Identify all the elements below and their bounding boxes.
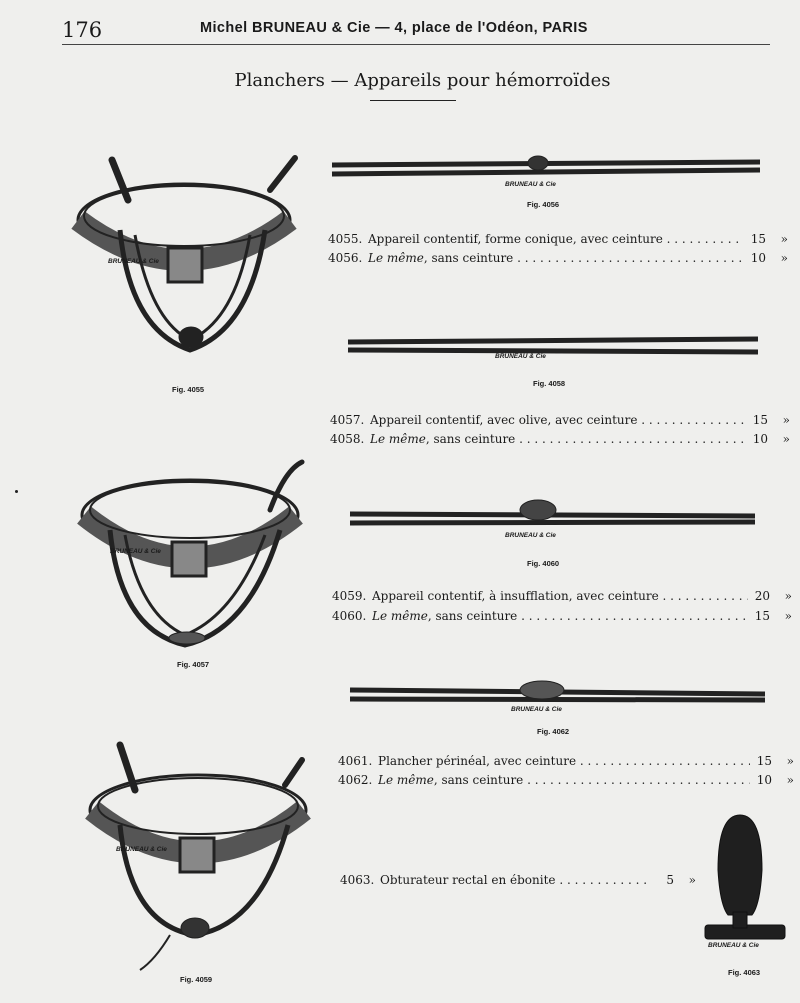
page-number: 176	[62, 18, 103, 42]
belt-4055-stamp: BRUNEAU & Cie	[108, 258, 159, 265]
item-unit: »	[782, 432, 790, 446]
item-number: 4062.	[338, 773, 373, 787]
item-number: 4060.	[332, 609, 367, 623]
item-description: Le même, sans ceinture . . .	[368, 251, 744, 265]
item-row-4062	[338, 773, 794, 787]
item-description: Le même, sans ceinture . . .	[372, 609, 748, 623]
item-price: 10	[752, 432, 768, 446]
item-row-4058	[330, 432, 790, 446]
item-price: 20	[754, 589, 770, 603]
item-description: Plancher périnéal, avec ceinture . . .	[378, 754, 750, 768]
strap-4056-stamp: BRUNEAU & Cie	[505, 181, 556, 188]
strap-4056	[332, 156, 760, 174]
item-description: Le même, sans ceinture . . .	[378, 773, 750, 787]
item-description: Le même, sans ceinture . . .	[370, 432, 746, 446]
item-unit: »	[780, 251, 788, 265]
item-price: 10	[750, 251, 766, 265]
belt-4057-stamp: BRUNEAU & Cie	[110, 548, 161, 555]
strap-4060	[350, 500, 755, 523]
item-description: Obturateur rectal en ébonite . . .	[380, 873, 652, 887]
item-row-4063	[340, 873, 696, 887]
fig-4057-caption: Fig. 4057	[177, 660, 210, 669]
item-description: Appareil contentif, avec olive, avec ceinture . . .	[370, 413, 746, 427]
strap-4062-stamp: BRUNEAU & Cie	[511, 706, 562, 713]
item-number: 4057.	[330, 413, 365, 427]
belt-4059-stamp: BRUNEAU & Cie	[116, 846, 167, 853]
item-description: Appareil contentif, à insufflation, avec ceinture . . .	[372, 589, 748, 603]
section-title: Planchers — Appareils pour hémorroïdes	[234, 70, 611, 91]
fig-4055-caption: Fig. 4055	[172, 385, 205, 394]
item-row-4056	[328, 251, 788, 265]
item-price: 15	[754, 609, 770, 623]
item-unit: »	[784, 609, 792, 623]
item-unit: »	[782, 413, 790, 427]
item-number: 4058.	[330, 432, 365, 446]
strap-4060-stamp: BRUNEAU & Cie	[505, 532, 556, 539]
item-price: 15	[756, 754, 772, 768]
item-price: 5	[666, 873, 674, 887]
item-price: 15	[750, 232, 766, 246]
fig-4063-caption: Fig. 4063	[728, 968, 761, 977]
item-row-4059	[332, 589, 792, 603]
item-number: 4056.	[328, 251, 363, 265]
item-unit: »	[784, 589, 792, 603]
strap-4058	[348, 339, 758, 352]
fig-4056-caption: Fig. 4056	[527, 200, 560, 209]
item-price: 10	[756, 773, 772, 787]
strap-4058-stamp: BRUNEAU & Cie	[495, 353, 546, 360]
fig-4060-caption: Fig. 4060	[527, 559, 560, 568]
item-description: Appareil contentif, forme conique, avec ceinture . . .	[368, 232, 744, 246]
item-row-4061	[338, 754, 794, 768]
item-number: 4061.	[338, 754, 373, 768]
obturator-4063-illustration	[705, 815, 785, 939]
obturator-stamp: BRUNEAU & Cie	[708, 942, 759, 949]
item-number: 4055.	[328, 232, 363, 246]
print-speck	[15, 490, 18, 493]
item-unit: »	[780, 232, 788, 246]
item-row-4060	[332, 609, 792, 623]
item-price: 15	[752, 413, 768, 427]
publisher-header: Michel BRUNEAU & Cie — 4, place de l'Odéon, PARIS	[200, 20, 588, 36]
item-unit: »	[688, 873, 696, 887]
item-unit: »	[786, 773, 794, 787]
fig-4059-caption: Fig. 4059	[180, 975, 213, 984]
fig-4062-caption: Fig. 4062	[537, 727, 570, 736]
item-number: 4059.	[332, 589, 367, 603]
item-number: 4063.	[340, 873, 375, 887]
item-row-4055	[328, 232, 788, 246]
item-row-4057	[330, 413, 790, 427]
apparatus-4059-illustration	[90, 745, 306, 970]
fig-4058-caption: Fig. 4058	[533, 379, 566, 388]
apparatus-4055-illustration	[78, 158, 295, 350]
strap-4062	[350, 681, 765, 700]
item-unit: »	[786, 754, 794, 768]
